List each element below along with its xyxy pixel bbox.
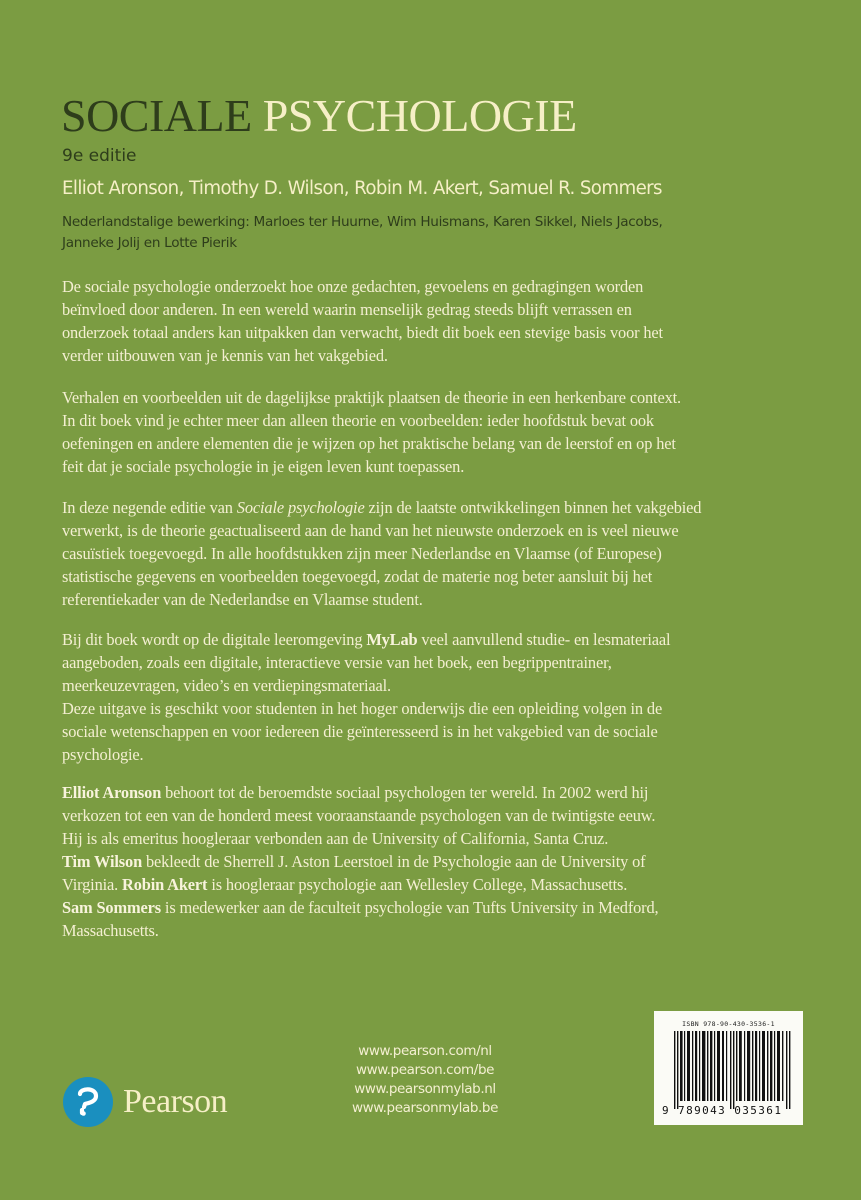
author-name-sommers: Sam Sommers: [62, 898, 161, 917]
text-line: Hij is als emeritus hoogleraar verbonden aan de University of California, Santa Cruz.: [62, 829, 609, 848]
barcode-bars-icon: [674, 1031, 792, 1109]
pearson-wordmark: Pearson: [123, 1083, 228, 1120]
text-line: aangeboden, zoals een digitale, interactieve versie van het boek, een begrippentrainer,: [62, 653, 612, 672]
text-segment: In deze negende editie van: [62, 498, 237, 517]
author-biographies: [62, 781, 822, 942]
book-title: [61, 88, 577, 144]
text-line: [62, 850, 822, 873]
mylab-bold: MyLab: [366, 630, 418, 649]
text-line: [62, 496, 822, 519]
barcode-number: 9 789043 035361: [662, 1104, 783, 1117]
author-name-aronson: Elliot Aronson: [62, 783, 162, 802]
text-segment: Virginia.: [62, 875, 123, 894]
text-segment: behoort tot de beroemdste sociaal psychologen ter wereld. In 2002 werd hij: [161, 783, 649, 802]
text-segment: veel aanvullend studie- en lesmateriaal: [417, 630, 671, 649]
url-pearsonmylab-be[interactable]: www.pearsonmylab.be: [351, 1100, 499, 1116]
blurb-paragraph-edition: [62, 496, 822, 611]
text-line: sociale wetenschappen en voor iedereen die geïnteresseerd is in het vakgebied van de sociale: [62, 722, 658, 741]
text-segment: is hoogleraar psychologie aan Wellesley College, Massachusetts.: [207, 875, 628, 894]
isbn-barcode: [654, 1011, 803, 1125]
adaptation-line: Janneke Jolij en Lotte Pierik: [62, 235, 237, 251]
book-title-italic: Sociale psychologie: [236, 498, 365, 517]
text-line: referentiekader van de Nederlandse en Vlaamse student.: [62, 590, 423, 609]
text-line: [62, 896, 822, 919]
edition-label: 9e editie: [62, 146, 137, 166]
blurb-paragraph-examples: [62, 386, 822, 478]
blurb-paragraph-mylab: [62, 628, 822, 766]
text-line: [62, 628, 822, 651]
text-line: psychologie.: [62, 745, 144, 764]
pearson-p-icon: [63, 1077, 113, 1127]
text-line: In dit boek vind je echter meer dan alleen theorie en voorbeelden: ieder hoofdstuk bevat ook: [62, 411, 654, 430]
blurb-paragraph-intro: [62, 275, 822, 367]
text-line: statistische gegevens en voorbeelden toegevoegd, zodat de materie nog beter aansluit bij het: [62, 567, 653, 586]
text-line: meerkeuzevragen, video’s en verdiepingsmateriaal.: [62, 676, 391, 695]
pearson-logo: [63, 1077, 227, 1127]
isbn-label: ISBN 978-90-430-3536-1: [682, 1020, 775, 1028]
text-line: Verhalen en voorbeelden uit de dagelijkse praktijk plaatsen de theorie in een herkenbare context.: [62, 388, 681, 407]
text-line: beïnvloed door anderen. In een wereld waarin menselijk gedrag steeds blijft verrassen en: [62, 300, 632, 319]
text-line: [62, 781, 822, 804]
text-line: De sociale psychologie onderzoekt hoe onze gedachten, gevoelens en gedragingen worden: [62, 277, 644, 296]
text-line: Massachusetts.: [62, 921, 159, 940]
author-name-akert: Robin Akert: [122, 875, 208, 894]
text-line: verkozen tot een van de honderd meest vooraanstaande psychologen van de twintigste eeuw.: [62, 806, 656, 825]
text-line: onderzoek totaal anders kan uitpakken dan verwacht, biedt dit boek een stevige basis voor het: [62, 323, 663, 342]
text-line: Deze uitgave is geschikt voor studenten in het hoger onderwijs die een opleiding volgen in de: [62, 699, 663, 718]
text-segment: bekleedt de Sherrell J. Aston Leerstoel in de Psychologie aan de University of: [142, 852, 646, 871]
text-line: verder uitbouwen van je kennis van het vakgebied.: [62, 346, 388, 365]
dutch-adaptation-credits: [62, 212, 663, 254]
text-line: oefeningen en andere elementen die je wijzen op het praktische belang van de leerstof en op het: [62, 434, 676, 453]
text-segment: zijn de laatste ontwikkelingen binnen het vakgebied: [364, 498, 702, 517]
url-pearsonmylab-nl[interactable]: www.pearsonmylab.nl: [354, 1081, 496, 1097]
title-part-sociale: SOCIALE: [61, 90, 252, 141]
text-line: casuïstiek toegevoegd. In alle hoofdstukken zijn meer Nederlandse en Vlaamse (of Europese): [62, 544, 662, 563]
text-segment: is medewerker aan de faculteit psychologie van Tufts University in Medford,: [160, 898, 659, 917]
url-pearson-nl[interactable]: www.pearson.com/nl: [358, 1043, 492, 1059]
authors-line: Elliot Aronson, Timothy D. Wilson, Robin M. Akert, Samuel R. Sommers: [62, 178, 662, 199]
text-segment: Bij dit boek wordt op de digitale leeromgeving: [62, 630, 367, 649]
url-pearson-be[interactable]: www.pearson.com/be: [355, 1062, 495, 1078]
title-part-psychologie: PSYCHOLOGIE: [262, 90, 577, 141]
text-line: [62, 873, 822, 896]
adaptation-line: Nederlandstalige bewerking: Marloes ter Huurne, Wim Huismans, Karen Sikkel, Niels Jacobs,: [62, 214, 663, 230]
text-line: verwerkt, is de theorie geactualiseerd aan de hand van het nieuwste onderzoek en is veel nieuwe: [62, 521, 679, 540]
text-line: feit dat je sociale psychologie in je eigen leven kunt toepassen.: [62, 457, 465, 476]
publisher-urls: [345, 1042, 505, 1118]
author-name-wilson: Tim Wilson: [62, 852, 143, 871]
